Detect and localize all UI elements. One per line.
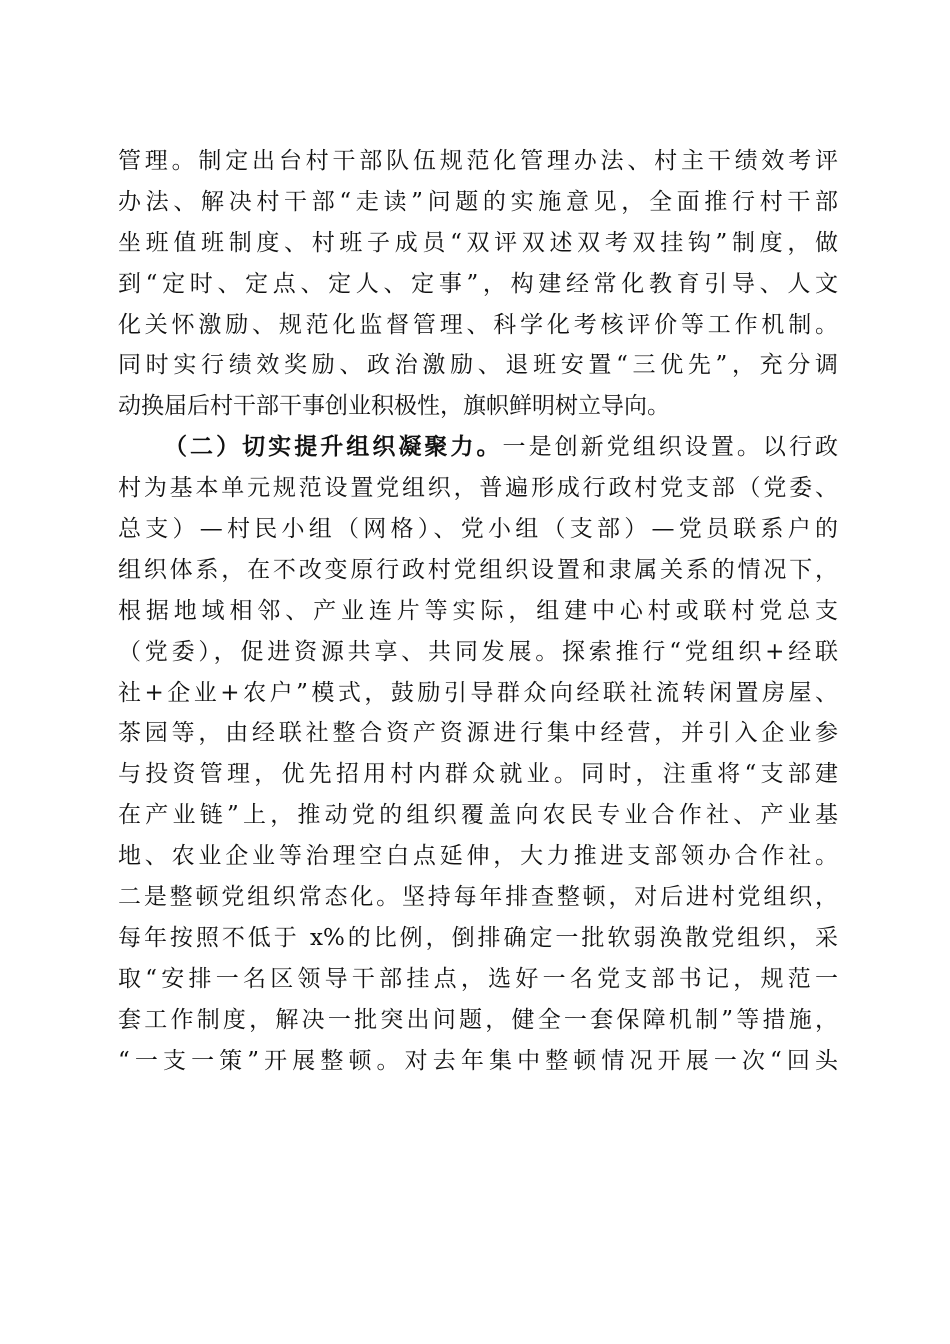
text-line: （党委），促进资源共享、共同发展。探索推行“党组织+经联 [118, 638, 838, 665]
text-line: “一支一策”开展整顿。对去年集中整顿情况开展一次“回头 [118, 1047, 838, 1074]
text-line: 在产业链”上，推动党的组织覆盖向农民专业合作社、产业基 [118, 802, 838, 829]
text-line: 坐班值班制度、村班子成员“双评双述双考双挂钩”制度，做 [118, 229, 838, 256]
text-line: 化关怀激励、规范化监督管理、科学化考核评价等工作机制。 [118, 311, 838, 338]
text-line: 到“定时、定点、定人、定事”，构建经常化教育引导、人文 [118, 270, 838, 297]
text-line: 根据地域相邻、产业连片等实际，组建中心村或联村党总支 [118, 597, 838, 624]
text-line: 每年按照不低于 x%的比例，倒排确定一批软弱涣散党组织，采 [118, 924, 838, 951]
text-line: 地、农业企业等治理空白点延伸，大力推进支部领办合作社。 [118, 843, 838, 870]
text-line: 套工作制度，解决一批突出问题，健全一套保障机制”等措施， [118, 1006, 838, 1033]
text-line: 取“安排一名区领导干部挂点，选好一名党支部书记，规范一 [118, 965, 838, 992]
section-first-line [118, 427, 838, 468]
text-line: 管理。制定出台村干部队伍规范化管理办法、村主干绩效考评 [118, 148, 838, 174]
text-line: 茶园等，由经联社整合资产资源进行集中经营，并引入企业参 [118, 720, 838, 747]
text-line: 同时实行绩效奖励、政治激励、退班安置“三优先”，充分调 [118, 352, 838, 379]
text-line: 办法、解决村干部“走读”问题的实施意见，全面推行村干部 [118, 188, 838, 215]
text-line: 组织体系，在不改变原行政村党组织设置和隶属关系的情况下， [118, 556, 838, 583]
text-line: 村为基本单元规范设置党组织，普遍形成行政村党支部（党委、 [118, 475, 838, 502]
text-line: 动换届后村干部干事创业积极性，旗帜鲜明树立导向。 [118, 393, 670, 420]
section-heading: （二）切实提升组织凝聚力。 [164, 433, 503, 461]
document-body [118, 141, 838, 1081]
text-line: 总支）—村民小组（网格）、党小组（支部）—党员联系户的 [118, 516, 838, 543]
text-line: 二是整顿党组织常态化。坚持每年排查整顿，对后进村党组织， [118, 884, 838, 911]
text-line: 与投资管理，优先招用村内群众就业。同时，注重将“支部建 [118, 761, 838, 788]
text-line: 社+企业+农户”模式，鼓励引导群众向经联社流转闲置房屋、 [118, 679, 838, 706]
section-first-line-text: 一是创新党组织设置。以行政 [502, 434, 839, 461]
